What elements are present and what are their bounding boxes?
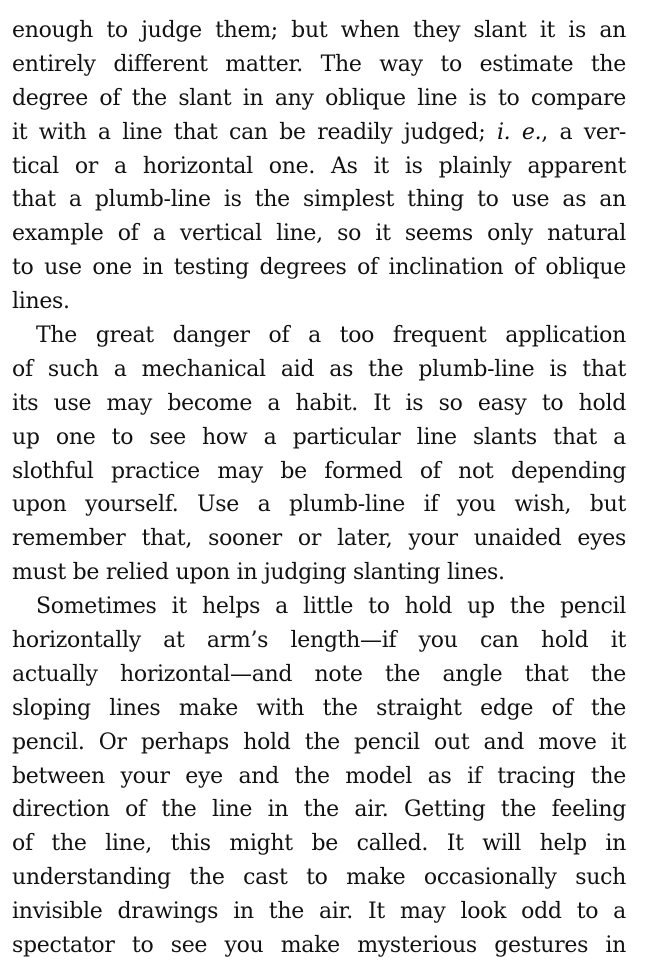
- text-line: example of a vertical line, so it seems only natural: [12, 221, 626, 247]
- text-line: that a plumb-line is the simplest thing to use as an: [12, 187, 626, 213]
- text-line: Sometimes it helps a little to hold up the pencil: [36, 594, 626, 620]
- text-line: of the line, this might be called. It will help in: [12, 831, 626, 857]
- text-line: between your eye and the model as if tracing the: [12, 763, 626, 789]
- book-page: [12, 14, 626, 963]
- text-line: it with a line that can be readily judged; i. e., a ver-: [12, 119, 626, 145]
- text-line: understanding the cast to make occasionally such: [12, 865, 626, 891]
- text-line: direction of the line in the air. Getting the feeling: [12, 797, 626, 823]
- text-line: must be relied upon in judging slanting lines.: [12, 560, 505, 586]
- text-line: horizontally at arm’s length—if you can hold it: [12, 628, 626, 654]
- text-line: lines.: [12, 289, 70, 315]
- text-line: its use may become a habit. It is so easy to hold: [12, 390, 626, 416]
- paragraph-1: [12, 14, 626, 319]
- text-line: of such a mechanical aid as the plumb-line is that: [12, 356, 626, 382]
- text-line: slothful practice may be formed of not depending: [12, 458, 626, 484]
- paragraph-3: [12, 590, 626, 963]
- text-line: pencil. Or perhaps hold the pencil out and move it: [12, 729, 626, 755]
- text-line: up one to see how a particular line slants that a: [12, 424, 626, 450]
- text-line: invisible drawings in the air. It may look odd to a: [12, 899, 626, 925]
- text-line: spectator to see you make mysterious gestures in: [12, 933, 626, 959]
- text-line: actually horizontal—and note the angle that the: [12, 661, 626, 687]
- text-line: upon yourself. Use a plumb-line if you wish, but: [12, 492, 626, 518]
- text-line: sloping lines make with the straight edge of the: [12, 695, 626, 721]
- text-line: entirely different matter. The way to estimate the: [12, 51, 626, 77]
- text-line: to use one in testing degrees of inclination of oblique: [12, 255, 626, 281]
- text-line: enough to judge them; but when they slant it is an: [12, 18, 626, 43]
- text-line: tical or a horizontal one. As it is plainly apparent: [12, 153, 626, 179]
- text-line: degree of the slant in any oblique line is to compare: [12, 85, 626, 111]
- abbreviation-ie: i. e.: [496, 119, 542, 145]
- text-line: The great danger of a too frequent application: [36, 323, 626, 349]
- paragraph-2: [12, 319, 626, 590]
- text-line: remember that, sooner or later, your unaided eyes: [12, 526, 626, 552]
